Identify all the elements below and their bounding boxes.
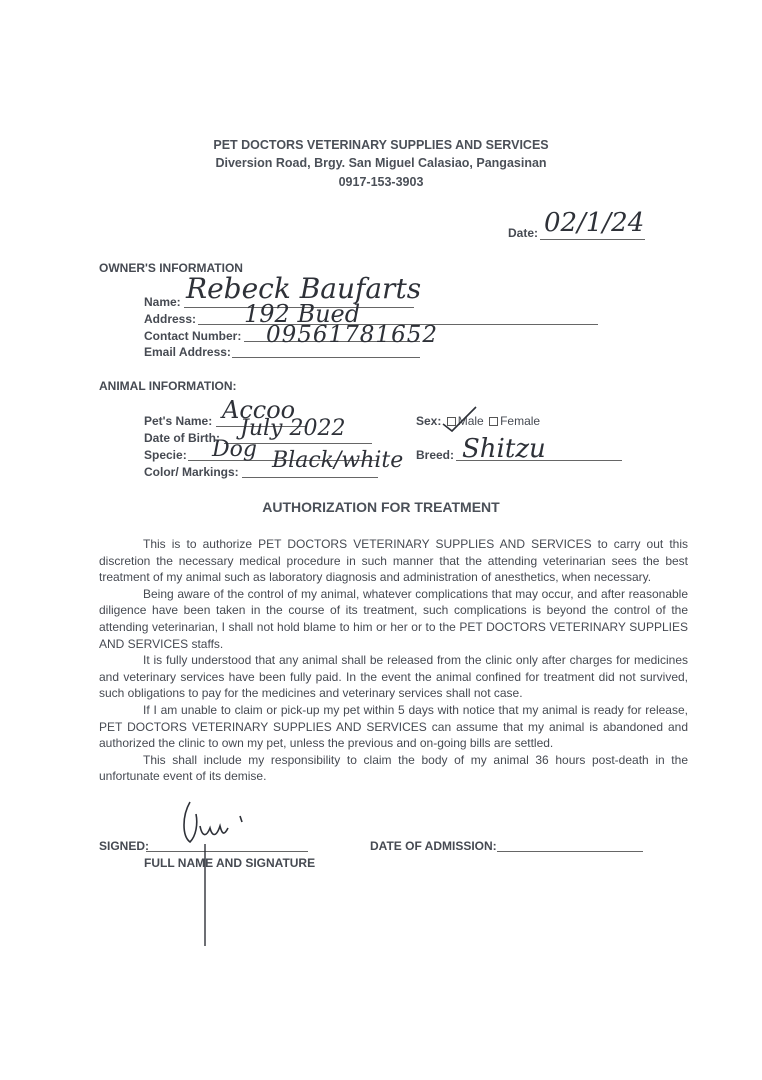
pet-name-value[interactable]: Accoo: [222, 396, 296, 424]
pet-name-label: Pet's Name:: [144, 414, 213, 428]
dob-value[interactable]: July 2022: [240, 416, 346, 441]
company-phone: 0917-153-3903: [338, 175, 424, 189]
animal-section-title: ANIMAL INFORMATION:: [99, 379, 237, 393]
owner-section-title: OWNER'S INFORMATION: [99, 261, 243, 275]
color-label: Color/ Markings:: [144, 465, 239, 479]
owner-address-value[interactable]: 192 Bued: [244, 300, 361, 328]
authorization-paragraph: This is to authorize PET DOCTORS VETERINARY SUPPLIES AND SERVICES to carry out this discretion the necessary medical procedure in such manner that the attending veterinarian sees the best treatment of my animal such as laboratory diagnosis and administration of anesthetics, when necessary.: [99, 537, 688, 585]
owner-address-label: Address:: [144, 312, 197, 326]
date-of-admission-label: DATE OF ADMISSION:: [370, 839, 497, 853]
date-of-admission-line: [497, 851, 643, 852]
authorization-paragraph: It is fully understood that any animal shall be released from the clinic only after charges for medicines and veterinary services have been fully paid. In the event the animal confined for treatment did not survived, such obligations to pay for the medicines and veterinary services shall not case.: [99, 653, 688, 701]
female-label: Female: [500, 414, 541, 428]
authorization-body: [99, 536, 688, 785]
color-line: [242, 477, 378, 478]
specie-value[interactable]: Dog: [212, 437, 257, 462]
owner-contact-label: Contact Number:: [144, 329, 242, 343]
authorization-paragraph: Being aware of the control of my animal, whatever complications that may occur, and after reasonable diligence have been taken in the course of its treatment, such complications is beyond the control of the attending veterinarian, I shall not hold blame to him or her or to the PET DOCTORS VETERINARY SUPPLIES AND SERVICES staffs.: [99, 586, 688, 651]
male-label: Male: [457, 414, 484, 428]
breed-value[interactable]: Shitzu: [462, 434, 546, 464]
owner-email-line: [232, 357, 420, 358]
company-name: PET DOCTORS VETERINARY SUPPLIES AND SERVICES: [213, 138, 549, 152]
authorization-title: AUTHORIZATION FOR TREATMENT: [262, 499, 500, 515]
owner-contact-value[interactable]: 09561781652: [266, 322, 438, 348]
owner-name-label: Name:: [144, 295, 181, 309]
full-name-label: FULL NAME AND SIGNATURE: [144, 856, 316, 870]
owner-email-label: Email Address:: [144, 345, 231, 359]
date-label: Date:: [508, 226, 539, 240]
signed-label: SIGNED:: [99, 839, 150, 853]
date-line: [540, 239, 645, 240]
signature-scribble[interactable]: [176, 796, 266, 948]
breed-label: Breed:: [416, 448, 455, 462]
female-checkbox[interactable]: [489, 417, 498, 426]
company-address: Diversion Road, Brgy. San Miguel Calasiao, Pangasinan: [215, 156, 547, 170]
owner-name-value[interactable]: Rebeck Baufarts: [186, 272, 422, 305]
specie-label: Specie:: [144, 448, 187, 462]
authorization-paragraph: If I am unable to claim or pick-up my pet within 5 days with notice that my animal is ready for release, PET DOCTORS VETERINARY SUPPLIES AND SERVICES can assume that my animal is abandoned and authorized the clinic to own my pet, unless the previous and on-going bills are settled.: [99, 702, 688, 751]
date-value[interactable]: 02/1/24: [544, 208, 645, 238]
male-checkmark: [440, 404, 480, 434]
color-value[interactable]: Black/white: [272, 448, 404, 473]
dob-label: Date of Birth:: [144, 431, 220, 445]
authorization-paragraph: This shall include my responsibility to claim the body of my animal 36 hours post-death in the unfortunate event of its demise.: [99, 752, 688, 784]
sex-label-text: Sex:: [416, 414, 442, 428]
